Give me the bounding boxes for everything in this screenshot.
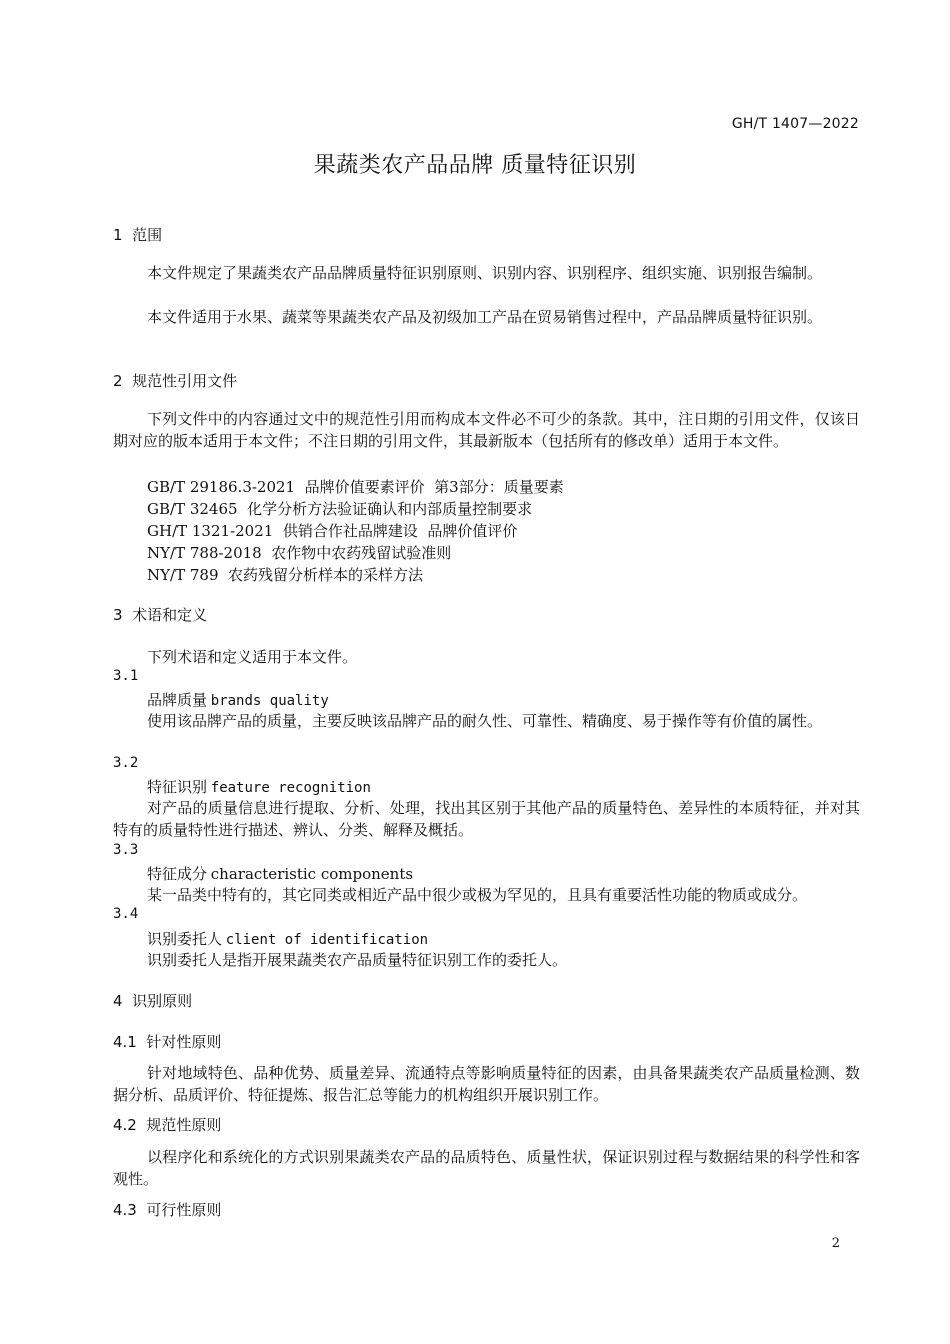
reference-item: GB/T 32465 化学分析方法验证确认和内部质量控制要求 xyxy=(147,500,533,518)
term-number: 3.4 xyxy=(113,906,139,922)
term-number: 3.3 xyxy=(113,842,139,858)
section-2-heading: 2 规范性引用文件 xyxy=(113,372,238,390)
term-name xyxy=(147,689,329,710)
reference-item: GB/T 29186.3-2021 品牌价值要素评价 第3部分：质量要素 xyxy=(147,478,564,496)
term-definition: 识别委托人是指开展果蔬类农产品质量特征识别工作的委托人。 xyxy=(147,951,568,969)
section-1-heading: 1 范围 xyxy=(113,226,163,244)
subsection-4-1-paragraph: 针对地域特色、品种优势、质量差异、流通特点等影响质量特征的因素，由具备果蔬类农产品质量检测、数据分析、品质评价、特征提炼、报告汇总等能力的机构组织开展识别工作。 xyxy=(113,1064,860,1104)
term-name-en: client of identification xyxy=(225,932,429,948)
subsection-4-3-heading: 4.3 可行性原则 xyxy=(113,1201,222,1219)
term-name-zh: 品牌质量 xyxy=(147,691,208,709)
page-number: 2 xyxy=(831,1236,840,1251)
section-1-paragraph-2: 本文件适用于水果、蔬菜等果蔬类农产品及初级加工产品在贸易销售过程中，产品品牌质量特征识别。 xyxy=(147,308,823,326)
reference-item: NY/T 789 农药残留分析样本的采样方法 xyxy=(147,566,424,584)
subsection-4-1-heading: 4.1 针对性原则 xyxy=(113,1033,222,1051)
reference-item: GH/T 1321-2021 供销合作社品牌建设 品牌价值评价 xyxy=(147,522,518,540)
term-name-en: feature recognition xyxy=(210,780,371,796)
term-definition: 使用该品牌产品的质量，主要反映该品牌产品的耐久性、可靠性、精确度、易于操作等有价值的属性。 xyxy=(147,712,823,730)
reference-item: NY/T 788-2018 农作物中农药残留试验准则 xyxy=(147,544,452,562)
section-1-paragraph-1: 本文件规定了果蔬类农产品品牌质量特征识别原则、识别内容、识别程序、组织实施、识别报告编制。 xyxy=(147,264,823,282)
term-name-en: characteristic components xyxy=(210,865,414,883)
term-definition: 某一品类中特有的，其它同类或相近产品中很少或极为罕见的，且具有重要活性功能的物质或成分。 xyxy=(147,886,808,904)
term-name-zh: 特征成分 xyxy=(147,865,208,883)
term-name xyxy=(147,863,413,884)
document-title: 果蔬类农产品品牌 质量特征识别 xyxy=(313,153,637,178)
term-number: 3.2 xyxy=(113,755,139,771)
section-3-intro: 下列术语和定义适用于本文件。 xyxy=(147,648,358,666)
subsection-4-2-heading: 4.2 规范性原则 xyxy=(113,1116,222,1134)
section-4-heading: 4 识别原则 xyxy=(113,992,193,1010)
term-number: 3.1 xyxy=(113,668,139,684)
standard-code: GH/T 1407—2022 xyxy=(731,116,859,132)
section-3-heading: 3 术语和定义 xyxy=(113,606,208,624)
subsection-4-2-paragraph: 以程序化和系统化的方式识别果蔬类农产品的品质特色、质量性状，保证识别过程与数据结果的科学性和客观性。 xyxy=(113,1148,860,1188)
term-name-zh: 识别委托人 xyxy=(147,930,223,948)
term-name xyxy=(147,776,371,797)
section-2-intro: 下列文件中的内容通过文中的规范性引用而构成本文件必不可少的条款。其中，注日期的引用文件，仅该日期对应的版本适用于本文件；不注日期的引用文件，其最新版本（包括所有的修改单）适用于本文件。 xyxy=(113,410,860,450)
term-definition: 对产品的质量信息进行提取、分析、处理，找出其区别于其他产品的质量特色、差异性的本质特征，并对其特有的质量特性进行描述、辨认、分类、解释及概括。 xyxy=(113,799,860,839)
term-name-zh: 特征识别 xyxy=(147,778,208,796)
term-name-en: brands quality xyxy=(210,693,329,709)
term-name xyxy=(147,928,428,949)
